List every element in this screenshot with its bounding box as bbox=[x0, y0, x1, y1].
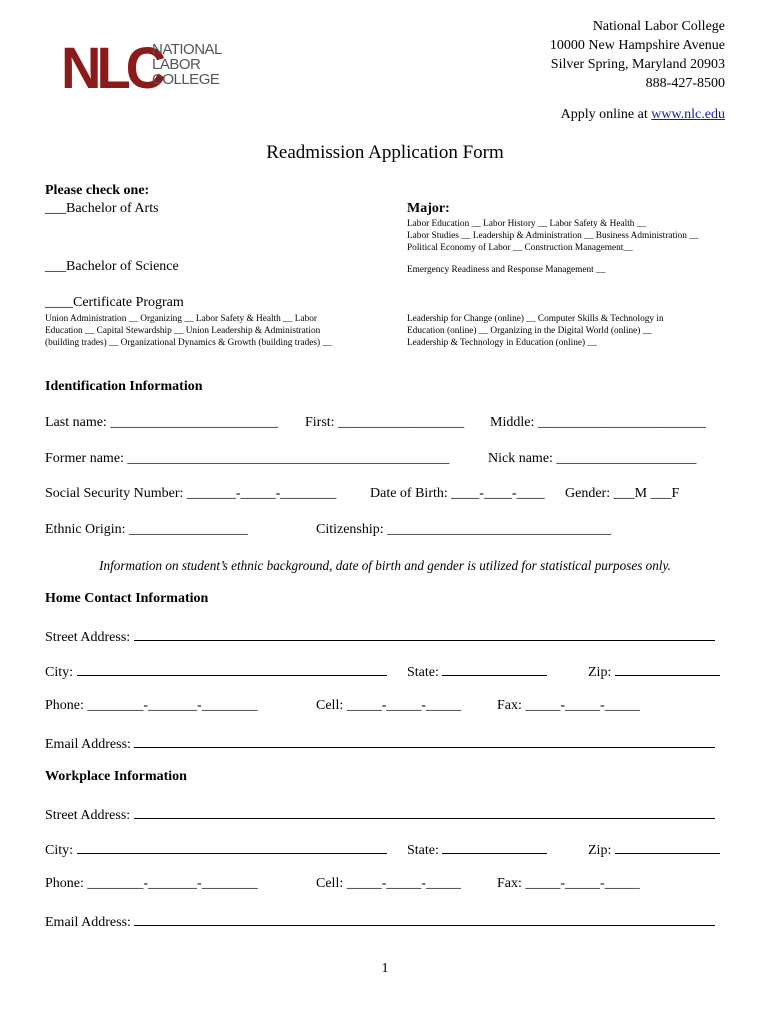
statistical-note: Information on student’s ethnic background, date of birth and gender is utilized for statistical purposes only. bbox=[99, 558, 671, 573]
work-cell-field[interactable]: Cell: _____-_____-_____ bbox=[316, 876, 462, 891]
home-email-label: Email Address: bbox=[45, 737, 131, 752]
home-fax-field[interactable]: Fax: _____-_____-_____ bbox=[497, 698, 640, 713]
website-link[interactable]: www.nlc.edu bbox=[651, 107, 725, 122]
first-name-field[interactable]: First: __________________ bbox=[305, 415, 465, 430]
page-title: Readmission Application Form bbox=[266, 142, 504, 163]
work-street-row bbox=[45, 805, 725, 824]
home-zip-label: Zip: bbox=[588, 665, 612, 680]
page-number: 1 bbox=[381, 961, 389, 976]
last-name-field[interactable]: Last name: ________________________ bbox=[45, 415, 279, 430]
nlc-logo bbox=[57, 34, 222, 104]
major-label: Major: bbox=[407, 201, 450, 216]
certificate-option[interactable]: ____Certificate Program bbox=[45, 295, 184, 310]
bachelor-arts-option[interactable]: ___Bachelor of Arts bbox=[45, 201, 159, 216]
home-street-row bbox=[45, 627, 725, 646]
arts-majors: Labor Education __ Labor History __ Labor Safety & Health __ Labor Studies __ Leadership & Administration __ Business Administration __ Political Economy of Labor __ Construction Management__ bbox=[407, 219, 699, 253]
home-email-row bbox=[45, 734, 725, 753]
home-cell-field[interactable]: Cell: _____-_____-_____ bbox=[316, 698, 462, 713]
bachelor-science-option[interactable]: ___Bachelor of Science bbox=[45, 259, 179, 274]
home-state-label: State: bbox=[407, 665, 439, 680]
ssn-field[interactable]: Social Security Number: _______-_____-________ bbox=[45, 486, 337, 501]
home-zip-row bbox=[588, 662, 720, 681]
work-zip-label: Zip: bbox=[588, 843, 612, 858]
home-city-row bbox=[45, 662, 387, 681]
work-city-label: City: bbox=[45, 843, 74, 858]
workplace-heading: Workplace Information bbox=[45, 769, 187, 784]
work-fax-field[interactable]: Fax: _____-_____-_____ bbox=[497, 876, 640, 891]
home-contact-heading: Home Contact Information bbox=[45, 591, 209, 606]
home-street-input[interactable] bbox=[134, 627, 715, 641]
work-zip-row bbox=[588, 840, 720, 859]
work-phone-field[interactable]: Phone: ________-_______-________ bbox=[45, 876, 258, 891]
ethnic-origin-field[interactable]: Ethnic Origin: _________________ bbox=[45, 522, 248, 537]
college-phone: 888-427-8500 bbox=[645, 76, 725, 91]
work-email-label: Email Address: bbox=[45, 915, 131, 930]
address-line-2: Silver Spring, Maryland 20903 bbox=[550, 57, 725, 72]
college-address bbox=[550, 17, 725, 93]
certificate-list-right: Leadership for Change (online) __ Computer Skills & Technology in Education (online) __ Organizing in the Digital World (online) __ Leadership & Technology in Education (online) __ bbox=[407, 314, 664, 348]
home-phone-field[interactable]: Phone: ________-_______-________ bbox=[45, 698, 258, 713]
work-city-row bbox=[45, 840, 387, 859]
work-zip-input[interactable] bbox=[615, 840, 720, 854]
middle-name-field[interactable]: Middle: ________________________ bbox=[490, 415, 706, 430]
college-name: National Labor College bbox=[592, 19, 725, 34]
identification-heading: Identification Information bbox=[45, 379, 203, 394]
work-street-input[interactable] bbox=[134, 805, 715, 819]
gender-field[interactable]: Gender: ___M ___F bbox=[565, 486, 680, 501]
work-state-input[interactable] bbox=[442, 840, 547, 854]
apply-online: Apply online at www.nlc.edu bbox=[560, 107, 725, 122]
citizenship-field[interactable]: Citizenship: ________________________________ bbox=[316, 522, 612, 537]
certificate-list-left: Union Administration __ Organizing __ Labor Safety & Health __ Labor Education __ Capital Stewardship __ Union Leadership & Administration (building trades) __ Organizational Dynamics & Growth (building trades) __ bbox=[45, 314, 332, 348]
former-name-field[interactable]: Former name: ______________________________________________ bbox=[45, 451, 450, 466]
home-state-input[interactable] bbox=[442, 662, 547, 676]
home-street-label: Street Address: bbox=[45, 630, 131, 645]
address-line-1: 10000 New Hampshire Avenue bbox=[549, 38, 725, 53]
logo-words: NATIONAL LABOR COLLEGE bbox=[152, 41, 222, 88]
work-state-row bbox=[407, 840, 547, 859]
home-city-input[interactable] bbox=[77, 662, 387, 676]
home-state-row bbox=[407, 662, 547, 681]
work-email-row bbox=[45, 912, 725, 931]
work-state-label: State: bbox=[407, 843, 439, 858]
nick-name-field[interactable]: Nick name: ____________________ bbox=[488, 451, 697, 466]
work-email-input[interactable] bbox=[134, 912, 715, 926]
home-city-label: City: bbox=[45, 665, 74, 680]
logo-letters: NLC bbox=[61, 34, 162, 101]
work-city-input[interactable] bbox=[77, 840, 387, 854]
work-street-label: Street Address: bbox=[45, 808, 131, 823]
check-one-label: Please check one: bbox=[45, 183, 150, 198]
dob-field[interactable]: Date of Birth: ____-____-____ bbox=[370, 486, 545, 501]
science-majors[interactable]: Emergency Readiness and Response Management __ bbox=[407, 265, 606, 275]
home-zip-input[interactable] bbox=[615, 662, 720, 676]
home-email-input[interactable] bbox=[134, 734, 715, 748]
